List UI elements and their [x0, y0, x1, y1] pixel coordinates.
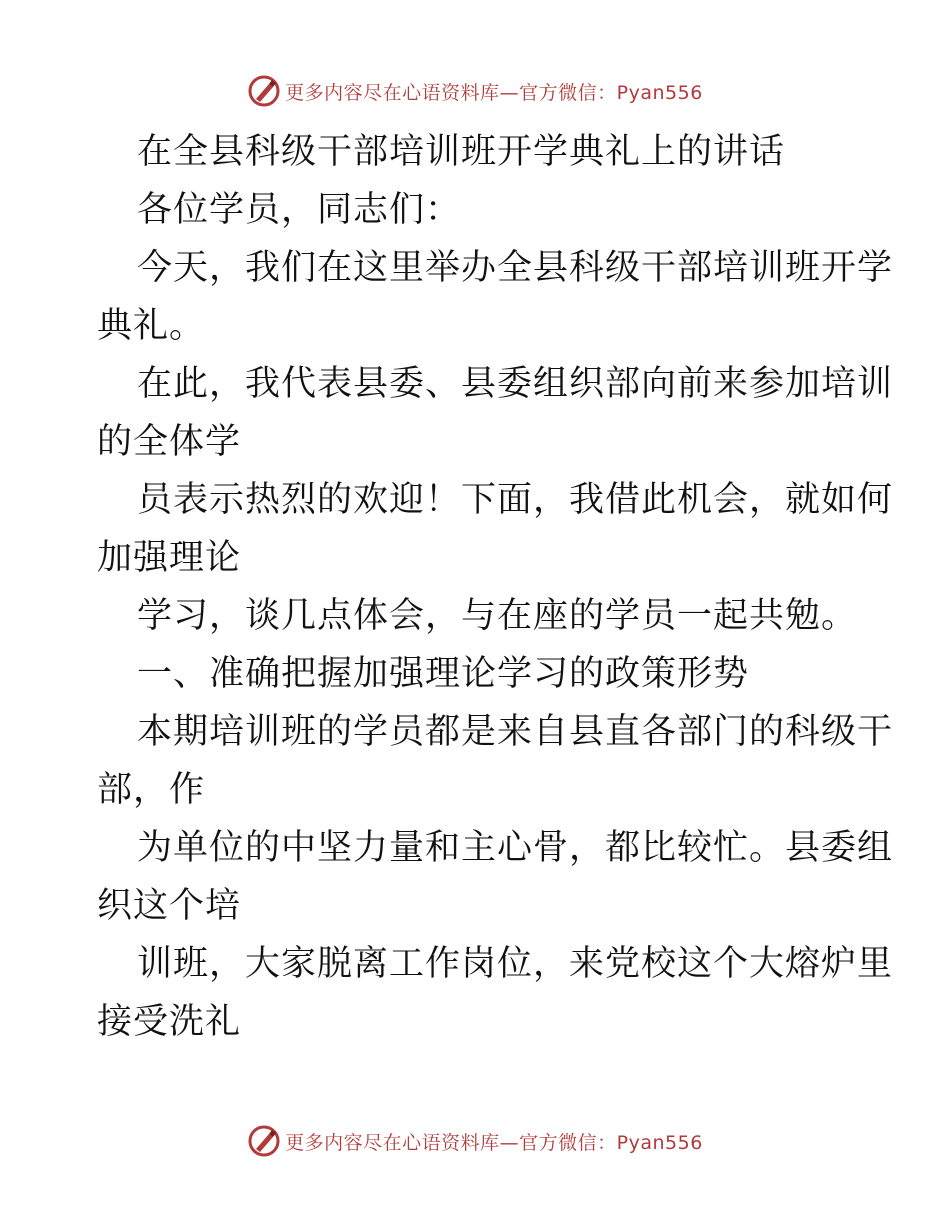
paragraph-line: 接受洗礼	[97, 1002, 242, 1042]
footer-watermark	[0, 1124, 950, 1158]
paragraph-line: 在此，我代表县委、县委组织部向前来参加培训	[137, 364, 894, 404]
document-body	[97, 123, 894, 1051]
watermark-text: 更多内容尽在心语资料库—官方微信：Pyan556	[285, 1131, 703, 1154]
header-watermark	[0, 74, 950, 108]
paragraph-line: 加强理论	[97, 538, 242, 578]
paragraph-line: 典礼。	[97, 306, 206, 346]
paragraph-line: 员表示热烈的欢迎！下面，我借此机会，就如何	[137, 480, 894, 520]
paragraph-line: 为单位的中坚力量和主心骨，都比较忙。县委组	[137, 828, 894, 868]
paragraph-line: 部，作	[97, 770, 206, 810]
pen-logo-icon	[247, 1124, 281, 1158]
paragraph-line: 本期培训班的学员都是来自县直各部门的科级干	[137, 712, 894, 752]
document-title: 在全县科级干部培训班开学典礼上的讲话	[137, 132, 786, 172]
paragraph-line: 训班，大家脱离工作岗位，来党校这个大熔炉里	[137, 944, 894, 984]
paragraph-line: 织这个培	[97, 886, 242, 926]
watermark-text: 更多内容尽在心语资料库—官方微信：Pyan556	[285, 81, 703, 104]
paragraph-line: 今天，我们在这里举办全县科级干部培训班开学	[137, 248, 894, 288]
paragraph-line: 学习，谈几点体会，与在座的学员一起共勉。	[137, 596, 858, 636]
section-heading: 一、准确把握加强理论学习的政策形势	[137, 654, 750, 694]
paragraph-line: 的全体学	[97, 422, 242, 462]
pen-logo-icon	[247, 74, 281, 108]
salutation: 各位学员，同志们：	[137, 190, 462, 230]
